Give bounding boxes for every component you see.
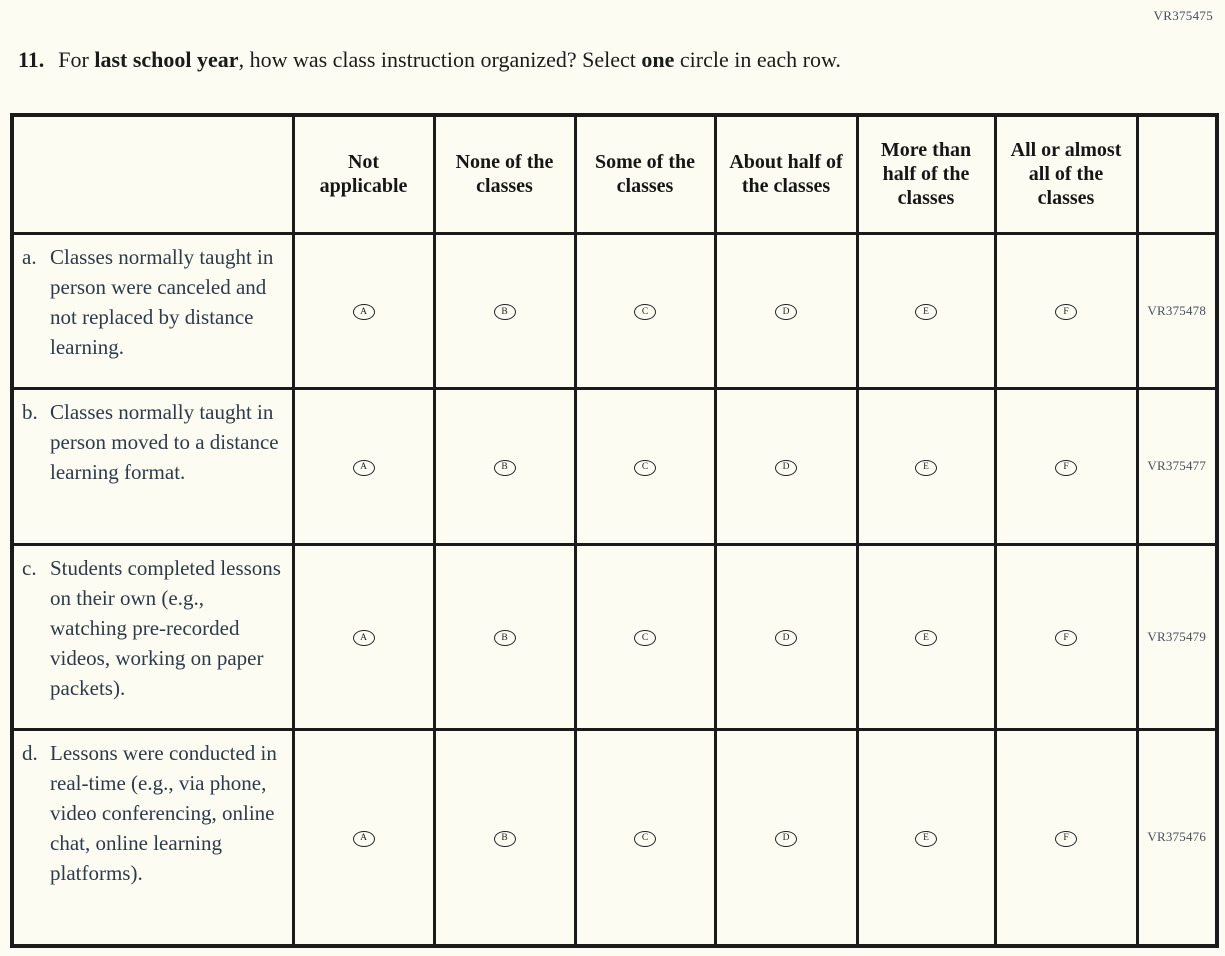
- row-variable-code: VR375476: [1137, 729, 1217, 946]
- row-variable-code: VR375478: [1137, 233, 1217, 388]
- answer-bubble-b[interactable]: B: [494, 304, 516, 320]
- answer-bubble-f[interactable]: F: [1055, 630, 1077, 646]
- answer-bubble-a[interactable]: A: [353, 304, 375, 320]
- question-number: 11.: [18, 47, 45, 72]
- answer-bubble-d[interactable]: D: [775, 831, 797, 847]
- answer-bubble-d[interactable]: D: [775, 630, 797, 646]
- option-cell-c: [575, 233, 715, 388]
- column-header-none-of-the-classes: None of the classes: [434, 115, 575, 233]
- option-cell-d: [715, 388, 857, 544]
- option-cell-c: [575, 388, 715, 544]
- row-label-text: Lessons were conducted in real-time (e.g., via phone, video conferencing, online chat, online learning platforms).: [50, 740, 277, 885]
- option-cell-c: [575, 544, 715, 729]
- row-letter: c.: [22, 555, 37, 580]
- option-cell-b: [434, 729, 575, 946]
- question-segment: , how was class instruction organized? Select: [238, 47, 642, 72]
- option-cell-d: [715, 233, 857, 388]
- question: [18, 46, 1208, 74]
- row-variable-code: VR375479: [1137, 544, 1217, 729]
- row-letter: b.: [22, 399, 38, 424]
- option-cell-e: [857, 233, 995, 388]
- answer-bubble-c[interactable]: C: [634, 460, 656, 476]
- row-variable-code: VR375477: [1137, 388, 1217, 544]
- table-row-d: [12, 729, 1217, 946]
- row-label-cell: [12, 729, 293, 946]
- option-cell-d: [715, 544, 857, 729]
- answer-bubble-d[interactable]: D: [775, 304, 797, 320]
- row-letter: d.: [22, 740, 38, 765]
- option-cell-f: [995, 544, 1137, 729]
- answer-bubble-f[interactable]: F: [1055, 460, 1077, 476]
- row-label-cell: [12, 233, 293, 388]
- question-emphasis: last school year: [94, 47, 239, 72]
- row-label-text: Students completed lessons on their own (e.g., watching pre-recorded videos, working on paper packets).: [50, 555, 281, 700]
- option-cell-e: [857, 544, 995, 729]
- option-cell-f: [995, 388, 1137, 544]
- answer-bubble-d[interactable]: D: [775, 460, 797, 476]
- header-row: [12, 115, 1217, 233]
- option-cell-f: [995, 729, 1137, 946]
- option-cell-a: [293, 233, 434, 388]
- answer-bubble-a[interactable]: A: [353, 460, 375, 476]
- row-letter: a.: [22, 244, 37, 269]
- answer-bubble-c[interactable]: C: [634, 831, 656, 847]
- option-cell-e: [857, 388, 995, 544]
- question-segment: circle in each row.: [674, 47, 841, 72]
- answer-bubble-a[interactable]: A: [353, 831, 375, 847]
- option-cell-c: [575, 729, 715, 946]
- answer-bubble-c[interactable]: C: [634, 304, 656, 320]
- answer-bubble-e[interactable]: E: [915, 831, 937, 847]
- option-cell-e: [857, 729, 995, 946]
- row-label-text: Classes normally taught in person moved to a distance learning format.: [50, 399, 279, 484]
- answer-bubble-f[interactable]: F: [1055, 304, 1077, 320]
- form-code-top-right: VR375475: [1153, 8, 1213, 23]
- option-cell-a: [293, 388, 434, 544]
- response-grid-table: [10, 113, 1219, 948]
- answer-bubble-e[interactable]: E: [915, 630, 937, 646]
- option-cell-a: [293, 544, 434, 729]
- answer-bubble-c[interactable]: C: [634, 630, 656, 646]
- table-row-c: [12, 544, 1217, 729]
- header-empty-code-cell: [1137, 115, 1217, 233]
- table-row-b: [12, 388, 1217, 544]
- header-empty-label-cell: [12, 115, 293, 233]
- column-header-all-or-almost-all-of-the-classes: All or almost all of the classes: [995, 115, 1137, 233]
- option-cell-d: [715, 729, 857, 946]
- answer-bubble-a[interactable]: A: [353, 630, 375, 646]
- answer-bubble-b[interactable]: B: [494, 831, 516, 847]
- answer-bubble-f[interactable]: F: [1055, 831, 1077, 847]
- answer-bubble-e[interactable]: E: [915, 304, 937, 320]
- column-header-some-of-the-classes: Some of the classes: [575, 115, 715, 233]
- option-cell-b: [434, 388, 575, 544]
- row-label-cell: [12, 544, 293, 729]
- column-header-not-applicable: Not applicable: [293, 115, 434, 233]
- question-emphasis: one: [641, 47, 675, 72]
- column-header-about-half-of-the-classes: About half of the classes: [715, 115, 857, 233]
- column-header-more-than-half-of-the-classes: More than half of the classes: [857, 115, 995, 233]
- answer-bubble-b[interactable]: B: [494, 630, 516, 646]
- row-label-cell: [12, 388, 293, 544]
- table-row-a: [12, 233, 1217, 388]
- option-cell-b: [434, 233, 575, 388]
- answer-bubble-e[interactable]: E: [915, 460, 937, 476]
- option-cell-b: [434, 544, 575, 729]
- question-text: [58, 47, 841, 72]
- answer-bubble-b[interactable]: B: [494, 460, 516, 476]
- option-cell-f: [995, 233, 1137, 388]
- question-segment: For: [58, 47, 95, 72]
- option-cell-a: [293, 729, 434, 946]
- row-label-text: Classes normally taught in person were canceled and not replaced by distance learning.: [50, 244, 274, 359]
